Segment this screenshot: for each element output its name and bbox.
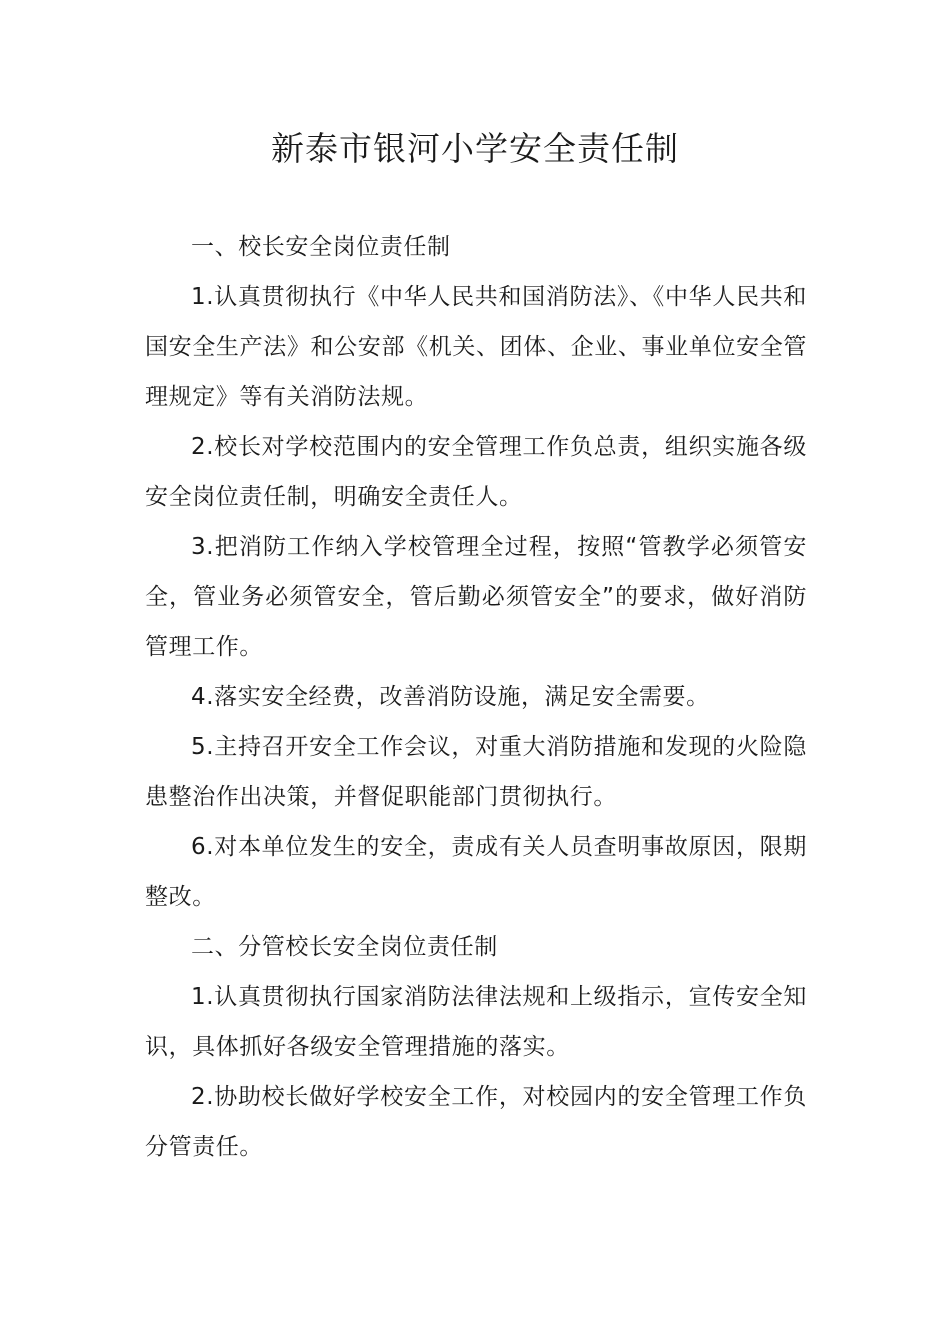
paragraph: 1.认真贯彻执行《中华人民共和国消防法》、《中华人民共和国安全生产法》和公安部《机关、团体、企业、事业单位安全管理规定》等有关消防法规。 [145, 284, 807, 410]
document-title: 新泰市银河小学安全责任制 [271, 129, 679, 168]
paragraph: 1.认真贯彻执行国家消防法律法规和上级指示，宣传安全知识，具体抓好各级安全管理措施的落实。 [145, 984, 807, 1060]
paragraph: 4.落实安全经费，改善消防设施，满足安全需要。 [191, 684, 710, 710]
section-heading-principal: 一、校长安全岗位责任制 [191, 234, 451, 260]
paragraph: 3.把消防工作纳入学校管理全过程，按照“管教学必须管安全，管业务必须管安全，管后勤必须管安全”的要求，做好消防管理工作。 [145, 534, 807, 660]
paragraph: 2.校长对学校范围内的安全管理工作负总责，组织实施各级安全岗位责任制，明确安全责任人。 [145, 434, 807, 510]
section-heading-vice-principal: 二、分管校长安全岗位责任制 [191, 934, 498, 960]
paragraph: 5.主持召开安全工作会议，对重大消防措施和发现的火险隐患整治作出决策，并督促职能部门贯彻执行。 [145, 734, 807, 810]
document-body [145, 222, 807, 1172]
paragraph: 6.对本单位发生的安全，责成有关人员查明事故原因，限期整改。 [145, 834, 807, 910]
paragraph: 2.协助校长做好学校安全工作，对校园内的安全管理工作负分管责任。 [145, 1084, 807, 1160]
